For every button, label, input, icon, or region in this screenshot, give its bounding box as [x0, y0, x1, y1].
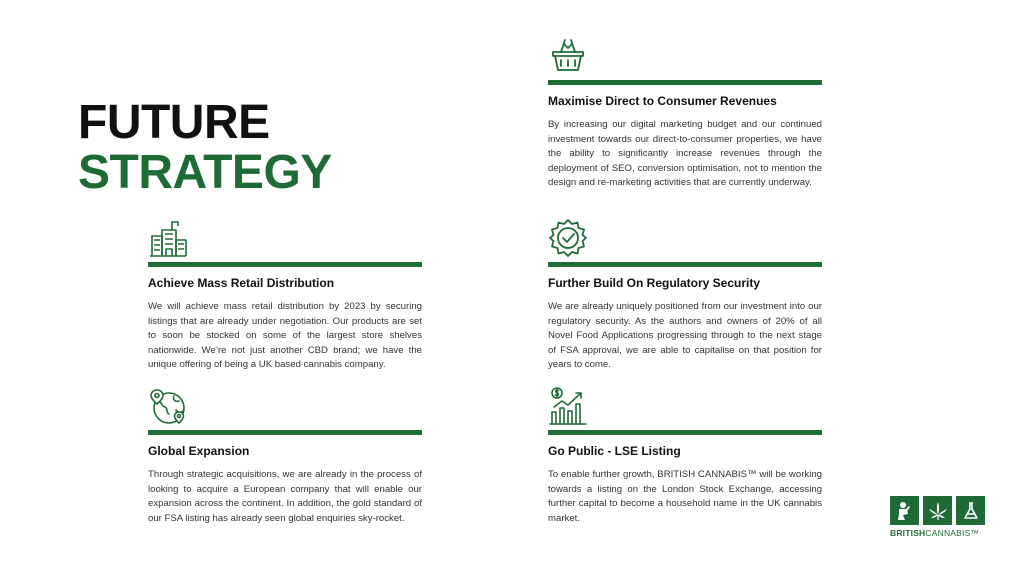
page-title [78, 98, 332, 198]
section-heading: Achieve Mass Retail Distribution [148, 276, 335, 290]
section-body: To enable further growth, BRITISH CANNABIS™ will be working towards a listing on the London Stock Exchange, accessing further capital to become a household name in the UK cannabis market. [548, 469, 822, 524]
section-heading: Global Expansion [148, 444, 250, 458]
section-body: By increasing our digital marketing budget and our continued investment towards our direct-to-consumer properties, we have the ability to significantly increase revenues through the deployment of SEO, conversion optimisation, not to mention the design and re-marketing activities that are currently underway. [548, 119, 822, 189]
section-body: Through strategic acquisitions, we are already in the process of looking to acquire a European company that will enable our expansion across the continent. In addition, the gold standard of our FSA listing has already seen global enquiries sky-rocket. [148, 469, 422, 524]
section-divider [548, 430, 822, 435]
section-divider [148, 430, 422, 435]
british-cannabis-logo [890, 496, 988, 542]
growth-chart-icon [548, 386, 588, 426]
verified-badge-icon [548, 218, 588, 258]
logo-trademark: ™ [970, 528, 980, 538]
section-heading: Further Build On Regulatory Security [548, 276, 761, 290]
logo-tiles [890, 496, 988, 525]
section-heading: Maximise Direct to Consumer Revenues [548, 94, 777, 108]
title-line-future: FUTURE [78, 96, 270, 149]
logo-word-british: BRITISH [890, 528, 926, 538]
section-body: We will achieve mass retail distribution by 2023 by securing listings that are already under negotiation. Our products are set to soon be stocked on some of the largest store shelves nationwide. We’re not just another CBD brand; we have the unique offering of being a UK based cannabis company. [148, 301, 422, 371]
thinker-tile-icon [890, 496, 919, 525]
globe-location-icon [148, 386, 188, 426]
lab-flask-tile-icon [956, 496, 985, 525]
section-divider [548, 262, 822, 267]
section-divider [548, 80, 822, 85]
logo-wordmark [890, 528, 988, 538]
cannabis-leaf-tile-icon [923, 496, 952, 525]
section-heading: Go Public - LSE Listing [548, 444, 681, 458]
title-line-strategy: STRATEGY [78, 146, 332, 199]
retail-buildings-icon [148, 218, 188, 258]
logo-word-cannabis: CANNABIS [925, 528, 971, 538]
shopping-basket-icon [548, 36, 588, 76]
section-body: We are already uniquely positioned from our investment into our regulatory security. As the authors and owners of 20% of all Novel Food Applications progressing through to the next stage of FSA approval, we are able to capitalise on that position for years to come. [548, 301, 822, 371]
section-divider [148, 262, 422, 267]
